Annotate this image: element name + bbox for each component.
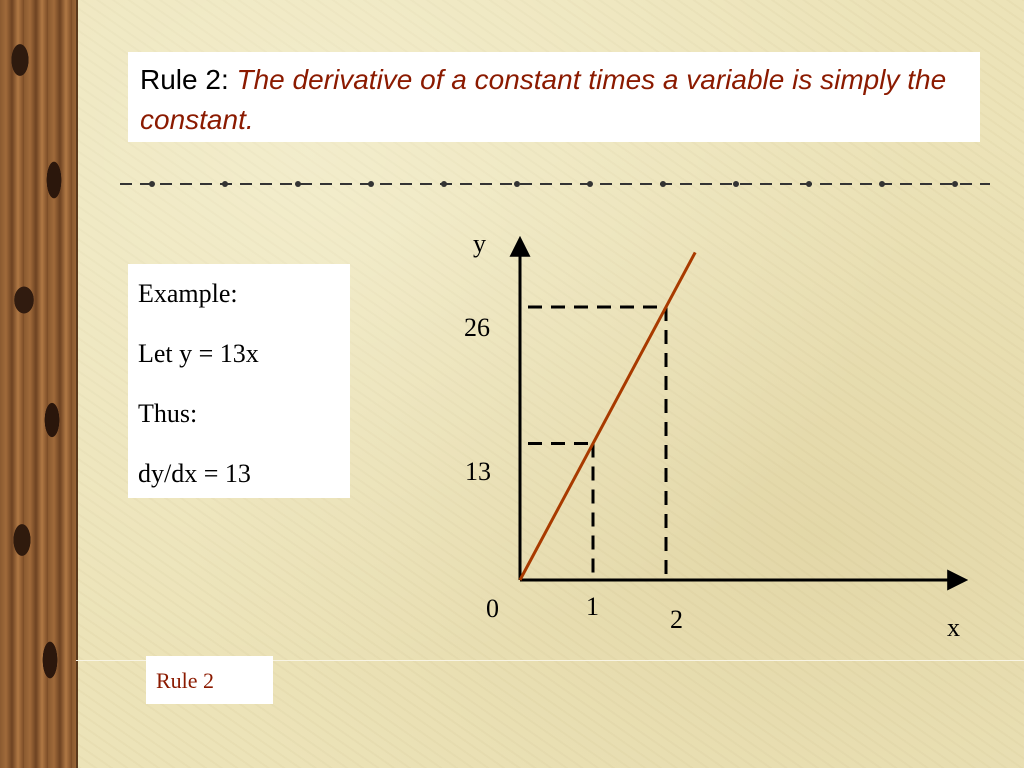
title-text: The derivative of a constant times a variable is simply the constant. [140,64,947,135]
rule-badge: Rule 2 [146,656,273,704]
y-tick-label-26: 26 [464,313,490,342]
example-heading: Example: [138,279,238,308]
series-line [520,252,695,580]
x-tick-label-2: 2 [670,605,683,634]
origin-label: 0 [486,594,499,623]
x-axis-label: x [947,613,960,642]
title-prefix: Rule 2: [140,64,229,95]
y-axis-label: y [473,229,486,258]
example-result: dy/dx = 13 [138,459,251,488]
example-thus: Thus: [138,399,198,428]
example-equation: Let y = 13x [138,339,259,368]
y-tick-label-13: 13 [465,457,491,486]
x-tick-label-1: 1 [586,592,599,621]
